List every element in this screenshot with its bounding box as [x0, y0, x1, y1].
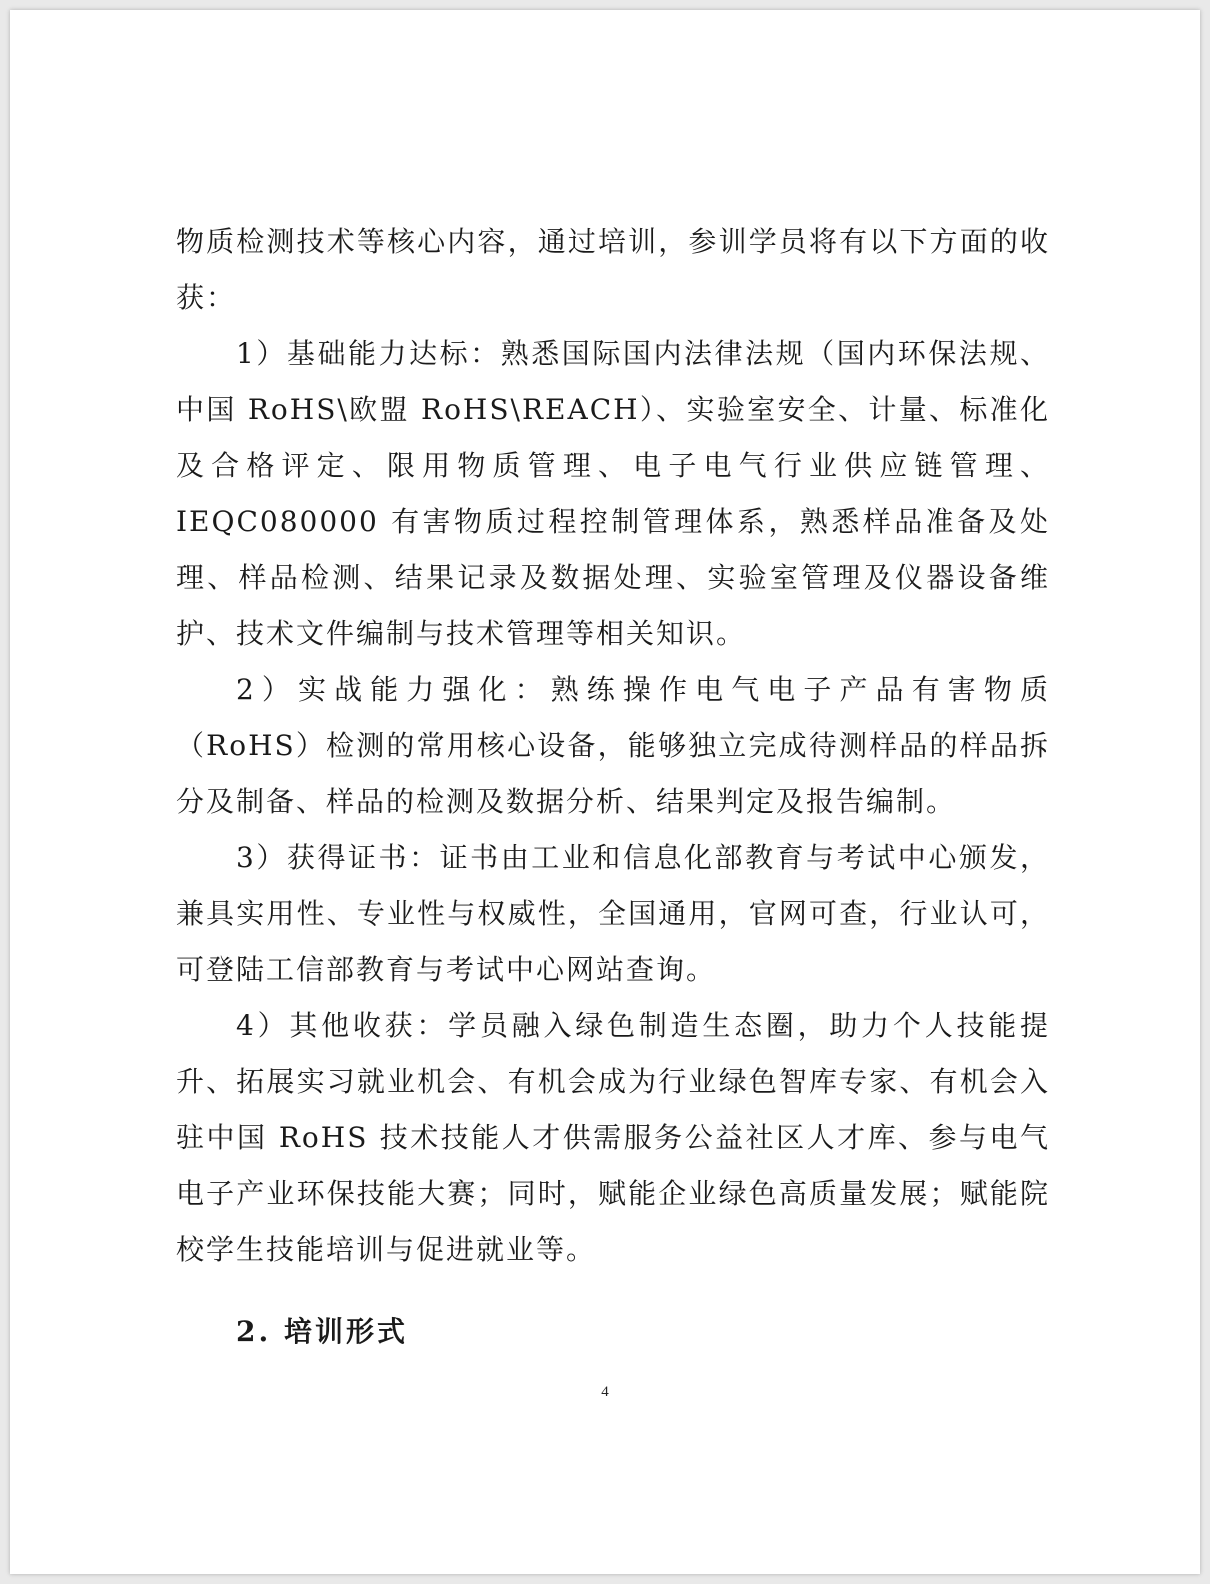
document-body — [176, 214, 1050, 1360]
paragraph-intro: 物质检测技术等核心内容，通过培训，参训学员将有以下方面的收获： — [176, 225, 1050, 314]
paragraph-certificate: 3）获得证书：证书由工业和信息化部教育与考试中心颁发，兼具实用性、专业性与权威性，全国通用，官网可查，行业认可，可登陆工信部教育与考试中心网站查询。 — [176, 841, 1050, 986]
paragraph-other-gains: 4）其他收获：学员融入绿色制造生态圈，助力个人技能提升、拓展实习就业机会、有机会成为行业绿色智库专家、有机会入驻中国 RoHS 技术技能人才供需服务公益社区人才库、参与电气电子产业环保技能大赛；同时，赋能企业绿色高质量发展；赋能院校学生技能培训与促进就业等。 — [176, 1009, 1050, 1266]
page-number: 4 — [601, 1384, 609, 1400]
section-heading-training-format: 2. 培训形式 — [236, 1315, 408, 1348]
paragraph-practical-ability: 2）实战能力强化：熟练操作电气电子产品有害物质（RoHS）检测的常用核心设备，能够独立完成待测样品的样品拆分及制备、样品的检测及数据分析、结果判定及报告编制。 — [176, 673, 1050, 818]
paragraph-basic-ability: 1）基础能力达标：熟悉国际国内法律法规（国内环保法规、中国 RoHS\欧盟 RoHS\REACH）、实验室安全、计量、标准化及合格评定、限用物质管理、电子电气行业供应链管理、IEQC080000 有害物质过程控制管理体系，熟悉样品准备及处理、样品检测、结果记录及数据处理、实验室管理及仪器设备维护、技术文件编制与技术管理等相关知识。 — [176, 337, 1050, 650]
